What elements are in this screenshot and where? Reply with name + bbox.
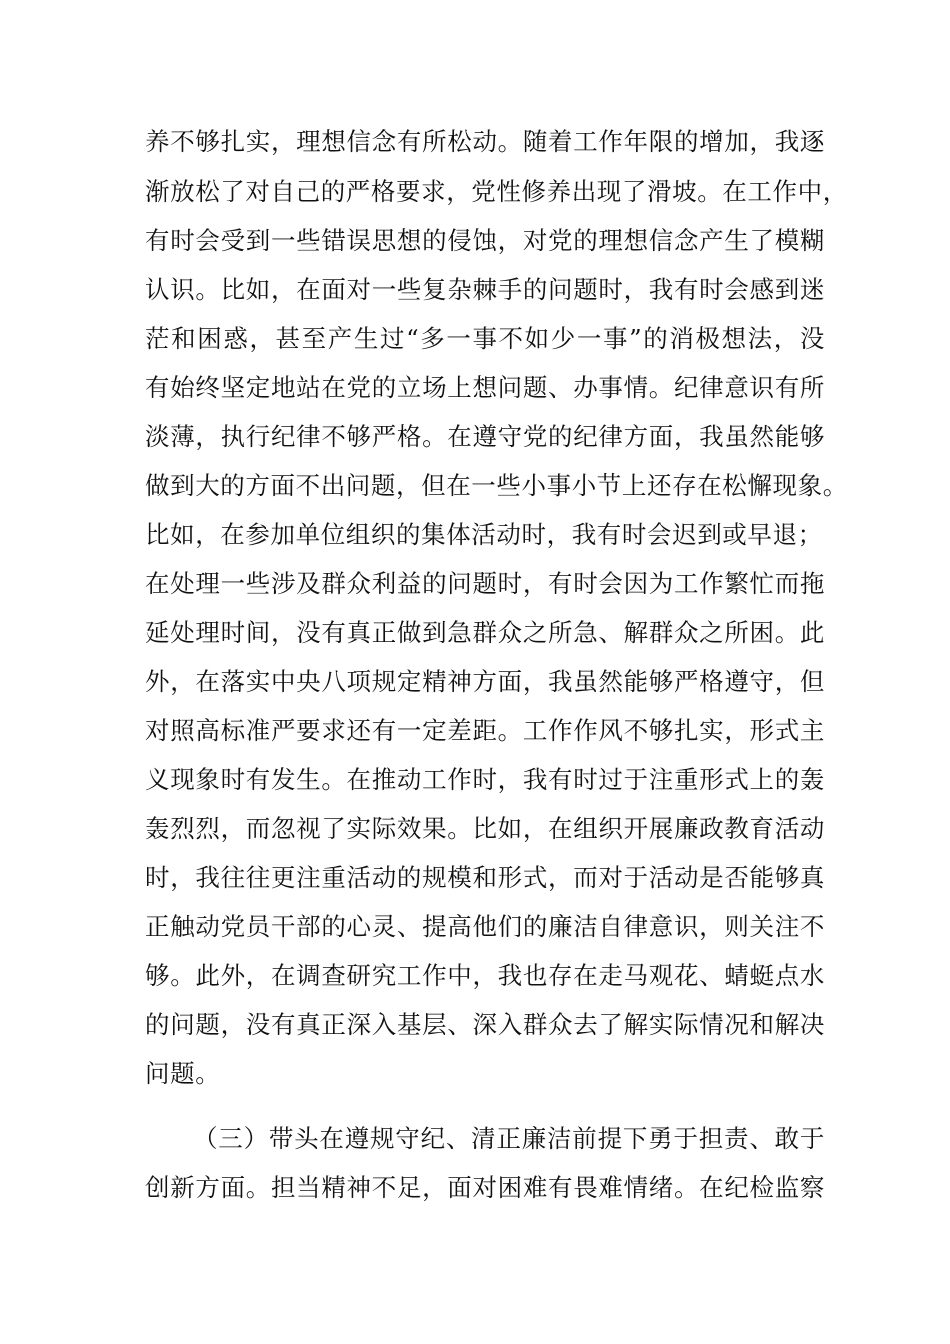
text-line: 时，我往往更注重活动的规模和形式，而对于活动是否能够真	[145, 863, 825, 892]
text-line: 外，在落实中央八项规定精神方面，我虽然能够严格遵守，但	[145, 667, 825, 696]
text-line: 茫和困惑，甚至产生过“多一事不如少一事”的消极想法，没	[145, 324, 825, 353]
text-line: 轰烈烈，而忽视了实际效果。比如，在组织开展廉政教育活动	[145, 814, 825, 843]
text-line: 的问题，没有真正深入基层、深入群众去了解实际情况和解决	[145, 1010, 825, 1039]
text-line: 义现象时有发生。在推动工作时，我有时过于注重形式上的轰	[145, 765, 825, 794]
text-line: 渐放松了对自己的严格要求，党性修养出现了滑坡。在工作中，	[145, 177, 848, 206]
text-line: 认识。比如，在面对一些复杂棘手的问题时，我有时会感到迷	[145, 275, 825, 304]
text-line: 够。此外，在调查研究工作中，我也存在走马观花、蜻蜓点水	[145, 961, 825, 990]
text-line: 有时会受到一些错误思想的侵蚀，对党的理想信念产生了模糊	[145, 226, 825, 255]
text-line: 养不够扎实，理想信念有所松动。随着工作年限的增加，我逐	[145, 127, 825, 156]
text-line: 创新方面。担当精神不足，面对困难有畏难情绪。在纪检监察	[145, 1173, 825, 1202]
text-line: 比如，在参加单位组织的集体活动时，我有时会迟到或早退；	[145, 520, 823, 549]
text-line: 问题。	[145, 1059, 221, 1088]
text-line: 延处理时间，没有真正做到急群众之所急、解群众之所困。此	[145, 618, 825, 647]
section-heading-line: （三）带头在遵规守纪、清正廉洁前提下勇于担责、敢于	[193, 1124, 825, 1153]
text-line: 正触动党员干部的心灵、提高他们的廉洁自律意识，则关注不	[145, 912, 825, 941]
text-line: 在处理一些涉及群众利益的问题时，有时会因为工作繁忙而拖	[145, 569, 825, 598]
text-line: 做到大的方面不出问题，但在一些小事小节上还存在松懈现象。	[145, 471, 848, 500]
text-line: 淡薄，执行纪律不够严格。在遵守党的纪律方面，我虽然能够	[145, 422, 825, 451]
text-line: 有始终坚定地站在党的立场上想问题、办事情。纪律意识有所	[145, 373, 825, 402]
text-line: 对照高标准严要求还有一定差距。工作作风不够扎实，形式主	[145, 716, 825, 745]
